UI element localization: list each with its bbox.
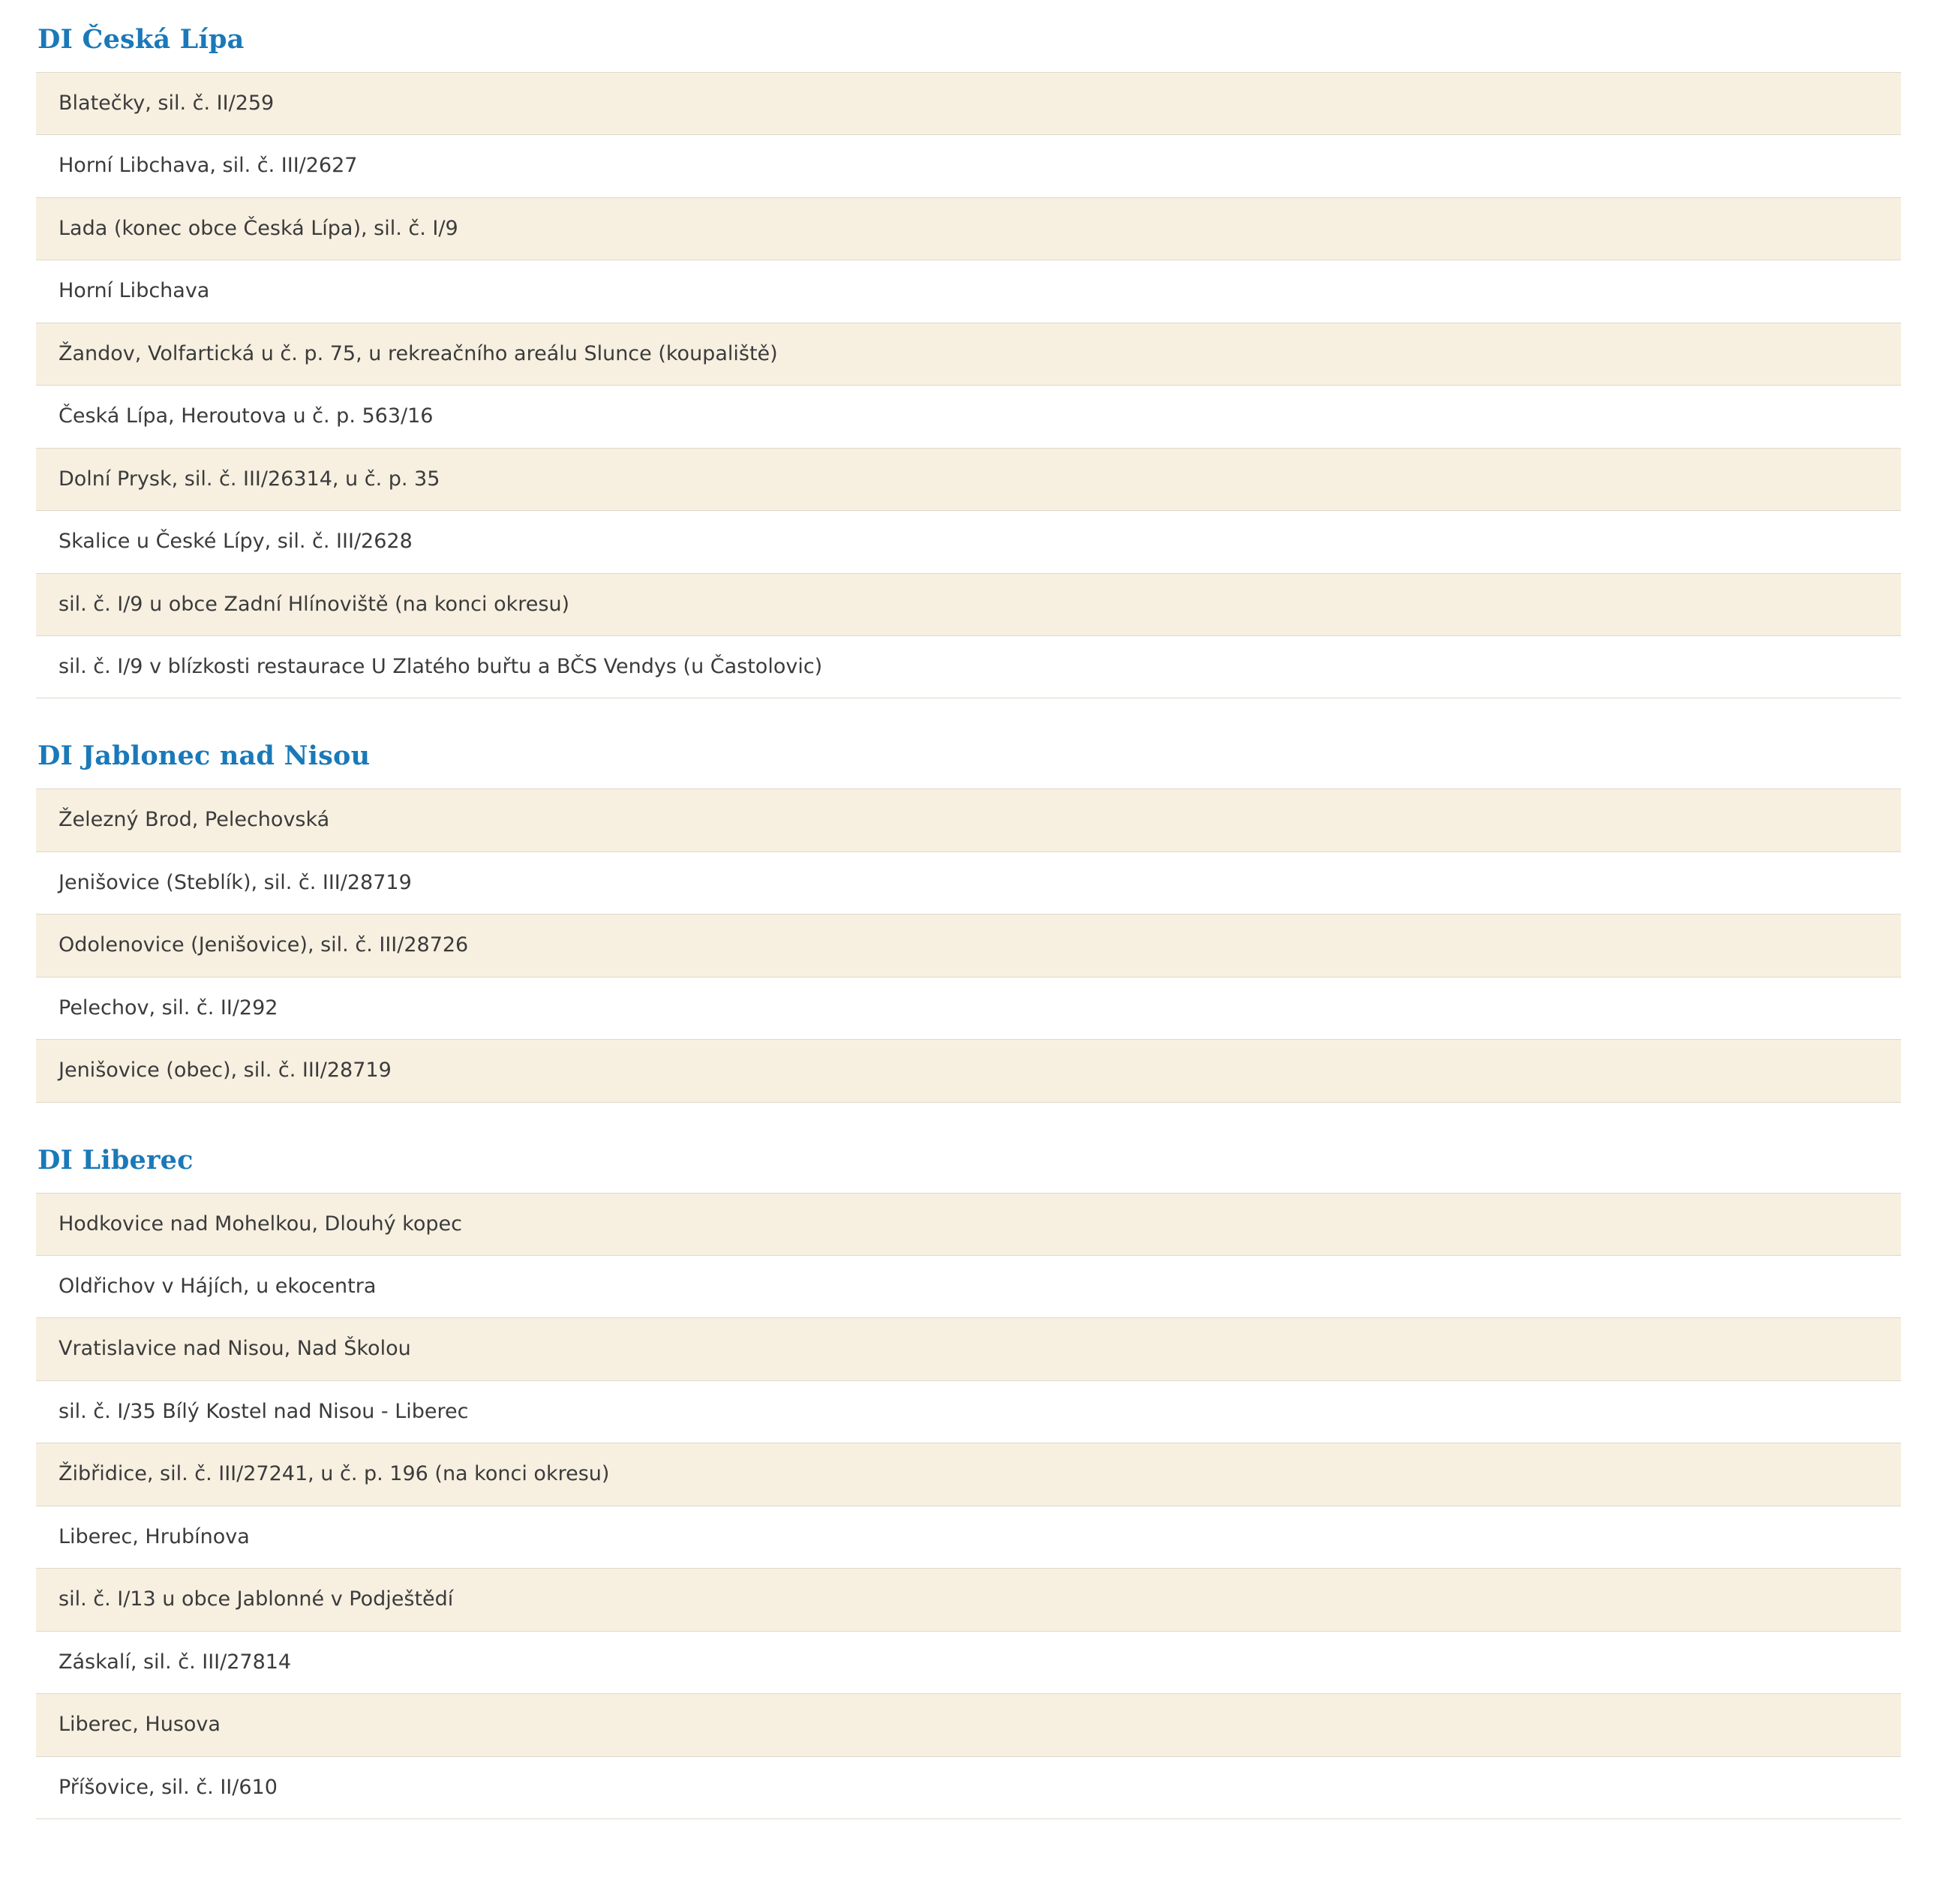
location-list (36, 1193, 1901, 1819)
list-item: sil. č. I/35 Bílý Kostel nad Nisou - Liberec (36, 1381, 1901, 1443)
list-item: Liberec, Husova (36, 1694, 1901, 1756)
sections-container (36, 24, 1901, 1819)
location-section (36, 24, 1901, 698)
list-item: Železný Brod, Pelechovská (36, 789, 1901, 851)
list-item: Skalice u České Lípy, sil. č. III/2628 (36, 511, 1901, 573)
list-item: sil. č. I/9 u obce Zadní Hlínoviště (na konci okresu) (36, 574, 1901, 636)
list-item: Žibřidice, sil. č. III/27241, u č. p. 196 (na konci okresu) (36, 1443, 1901, 1506)
section-title: DI Jablonec nad Nisou (38, 740, 371, 772)
list-item: Odolenovice (Jenišovice), sil. č. III/28726 (36, 914, 1901, 977)
list-item: Česká Lípa, Heroutova u č. p. 563/16 (36, 386, 1901, 448)
list-item: Lada (konec obce Česká Lípa), sil. č. I/9 (36, 198, 1901, 260)
section-title: DI Česká Lípa (38, 24, 245, 55)
list-item: Dolní Prysk, sil. č. III/26314, u č. p. 35 (36, 449, 1901, 511)
list-item: sil. č. I/13 u obce Jablonné v Podještědí (36, 1569, 1901, 1631)
list-item: Oldřichov v Hájích, u ekocentra (36, 1256, 1901, 1318)
list-item: Příšovice, sil. č. II/610 (36, 1757, 1901, 1819)
section-title: DI Liberec (38, 1144, 194, 1176)
list-item: Horní Libchava, sil. č. III/2627 (36, 135, 1901, 197)
location-list (36, 72, 1901, 698)
list-item: Hodkovice nad Mohelkou, Dlouhý kopec (36, 1194, 1901, 1256)
location-list (36, 788, 1901, 1102)
list-item: Vratislavice nad Nisou, Nad Školou (36, 1318, 1901, 1380)
list-item: Blatečky, sil. č. II/259 (36, 73, 1901, 135)
list-item: Jenišovice (obec), sil. č. III/28719 (36, 1040, 1901, 1102)
list-item: Liberec, Hrubínova (36, 1506, 1901, 1569)
location-section (36, 740, 1901, 1102)
list-item: Záskalí, sil. č. III/27814 (36, 1632, 1901, 1694)
list-item: sil. č. I/9 v blízkosti restaurace U Zlatého buřtu a BČS Vendys (u Častolovic) (36, 636, 1901, 698)
list-item: Pelechov, sil. č. II/292 (36, 978, 1901, 1040)
list-item: Žandov, Volfartická u č. p. 75, u rekreačního areálu Slunce (koupaliště) (36, 323, 1901, 386)
location-section (36, 1145, 1901, 1819)
list-item: Horní Libchava (36, 260, 1901, 323)
list-item: Jenišovice (Steblík), sil. č. III/28719 (36, 852, 1901, 914)
